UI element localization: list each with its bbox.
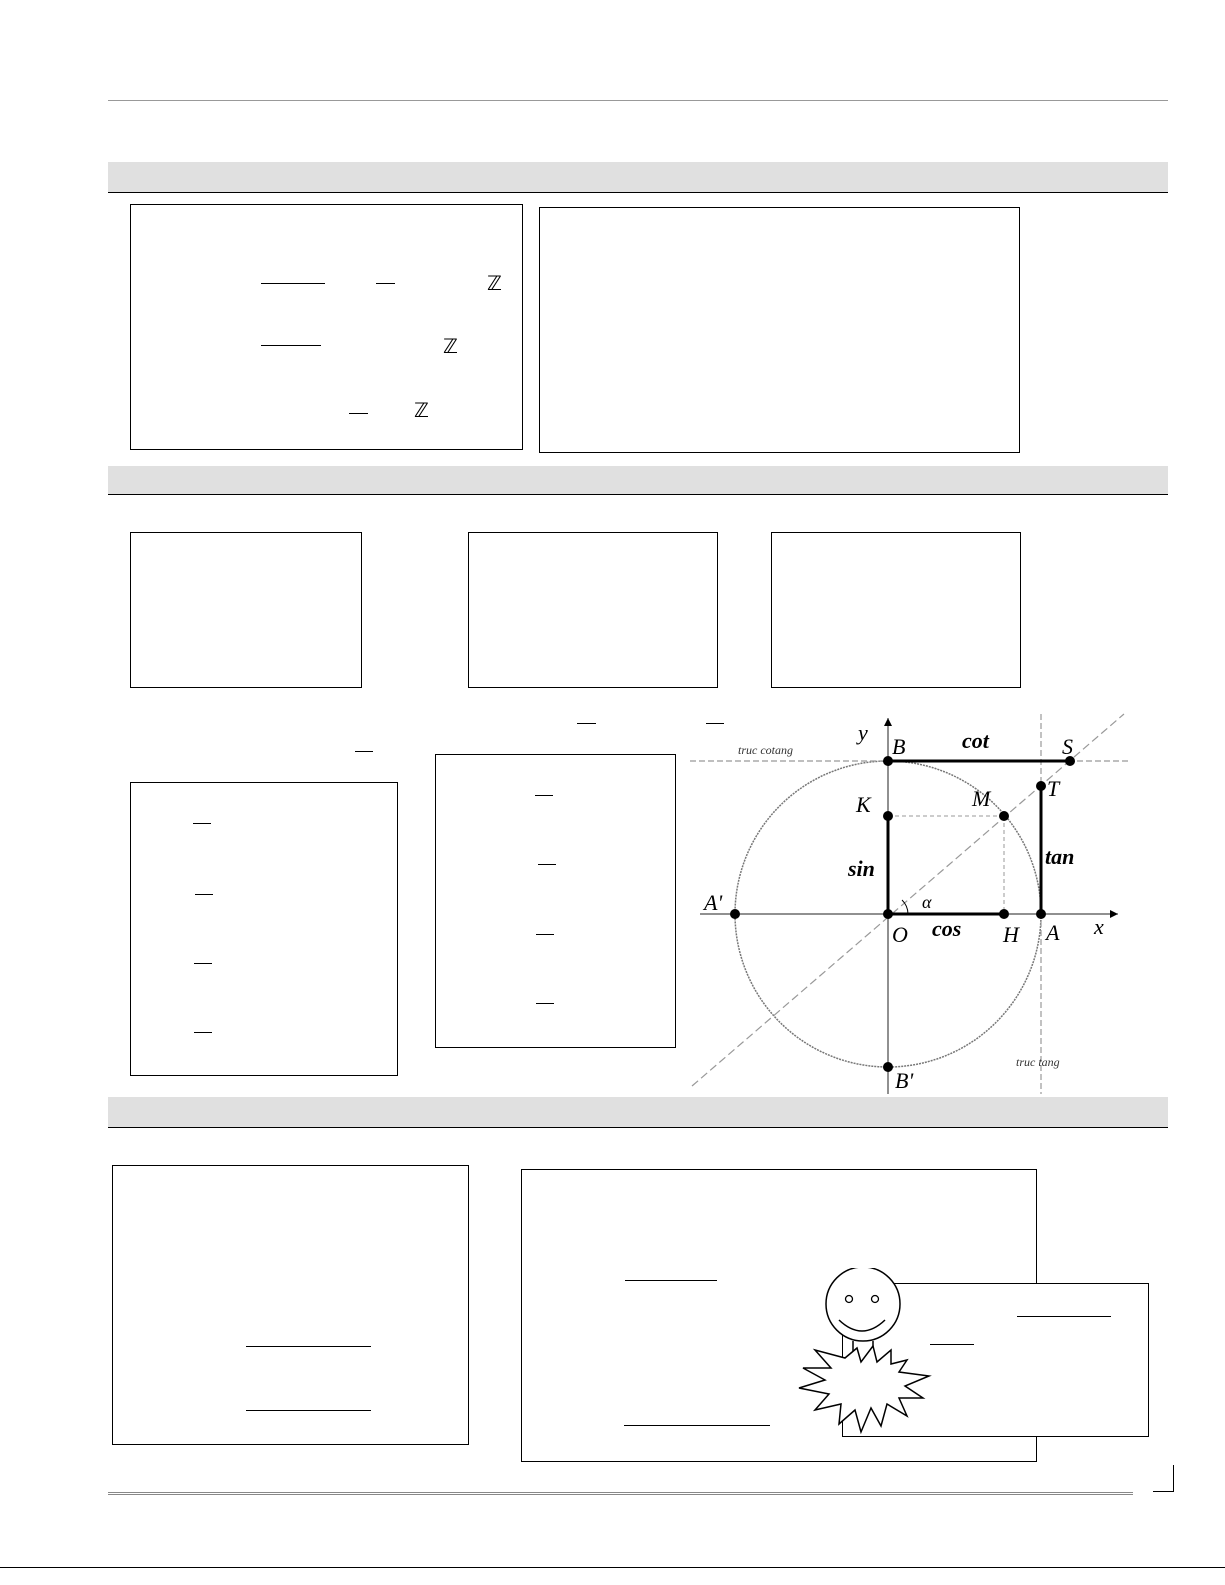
footer-rule [108,1492,1133,1495]
fraction-bar [355,751,373,752]
integer-set-symbol: ℤ [487,271,502,295]
fraction-bar [625,1280,717,1281]
fraction-bar [195,894,213,895]
values-box-left [130,782,398,1076]
label-sin: sin [848,856,875,881]
point-k [883,811,893,821]
fraction-bar [194,963,212,964]
page-bottom-edge [0,1567,1225,1568]
label-t: T [1047,776,1060,801]
values-box-right [435,754,676,1048]
fraction-bar [577,723,596,724]
integer-set-symbol: ℤ [414,398,429,422]
formula-box-2 [468,532,718,688]
label-tangent-axis: truc tang [1016,1055,1060,1069]
x-axis-label: x [1094,914,1104,939]
point-m [999,811,1009,821]
fraction-bar [261,345,321,346]
label-o: O [892,922,908,947]
smiley-face-icon [826,1268,900,1341]
unit-circle-figure [690,710,1135,1095]
fraction-bar [246,1410,371,1411]
label-k: K [856,792,871,817]
label-b-prime: B' [895,1068,914,1093]
burst-body-icon [799,1346,929,1432]
point-a-prime [730,909,740,919]
label-alpha: α [922,892,932,912]
fraction-bar [536,1003,554,1004]
label-cos: cos [932,916,962,941]
label-a-prime: A' [704,890,723,915]
page-corner-mark [1153,1465,1174,1492]
fraction-bar [194,1032,212,1033]
smiley-character [795,1268,935,1438]
fraction-bar [261,283,325,284]
label-a: A [1046,920,1060,945]
label-cot: cot [962,728,989,753]
fraction-bar [376,283,395,284]
note-box [539,207,1020,453]
label-h: H [1003,922,1019,947]
label-s: S [1062,734,1073,759]
fraction-bar [624,1425,770,1426]
point-o [883,909,893,919]
point-t [1036,781,1046,791]
y-axis-arrow [884,718,892,726]
label-cotangent-axis: truc cotang [738,743,793,757]
section-band-3 [108,1097,1168,1128]
y-axis-label: y [858,720,868,745]
condition-box [130,204,523,450]
diagonal-line [692,714,1124,1086]
fraction-bar [538,864,556,865]
point-h [999,909,1009,919]
fraction-bar [349,413,368,414]
fraction-bar [246,1346,371,1347]
formula-box-3 [771,532,1021,688]
label-tan: tan [1045,844,1075,869]
point-a [1036,909,1046,919]
section-band-2 [108,466,1168,495]
header-rule [108,100,1168,101]
fraction-bar [930,1344,974,1345]
x-axis-arrow [1110,910,1118,918]
point-b-prime [883,1062,893,1072]
fraction-bar [535,795,553,796]
fraction-bar [193,823,211,824]
label-b: B [892,734,906,759]
identity-box [112,1165,469,1445]
label-m: M [972,786,991,811]
formula-box-1 [130,532,362,688]
fraction-bar [1017,1316,1111,1317]
section-band-1 [108,162,1168,193]
fraction-bar [536,934,554,935]
integer-set-symbol: ℤ [443,334,458,358]
